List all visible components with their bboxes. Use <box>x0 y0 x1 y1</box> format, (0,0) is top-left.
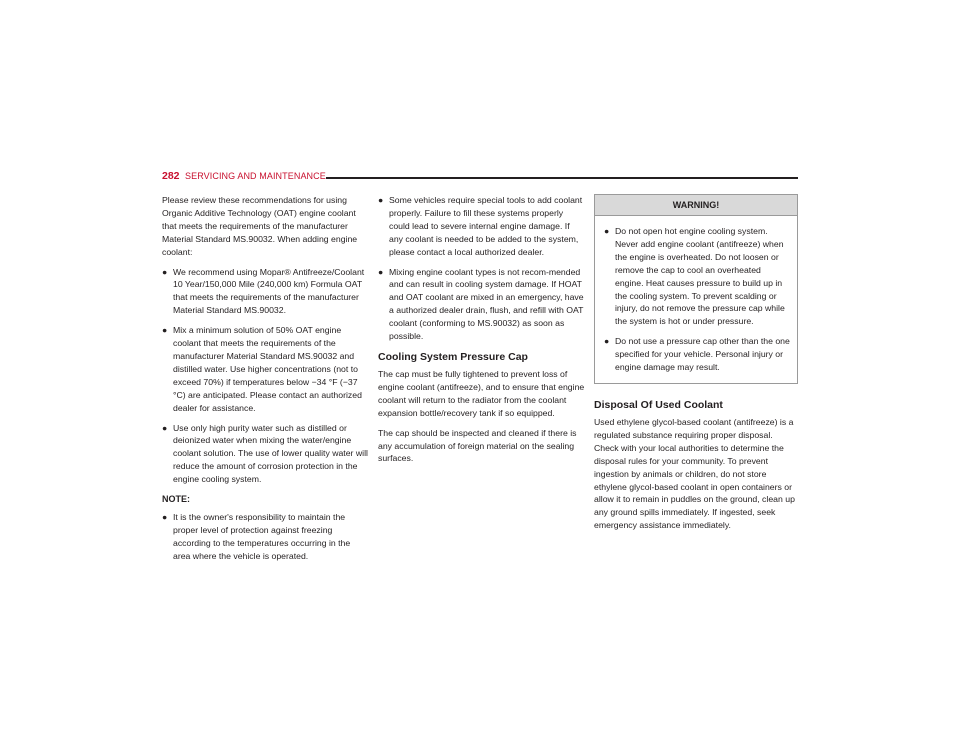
coolant-warnings-list <box>378 194 586 343</box>
page-header <box>162 170 798 186</box>
bullet-icon: ● <box>604 226 610 236</box>
list-item-text: Do not use a pressure cap other than the one specified for your vehicle. Personal injury or engine damage may result. <box>615 336 790 373</box>
warning-body <box>595 216 797 383</box>
paragraph: The cap must be fully tightened to prevent loss of engine coolant (antifreeze), and to ensure that engine coolant will return to the radiator from the coolant expansion bottle/recovery tank if so equipped. <box>378 368 585 418</box>
section-title: SERVICING AND MAINTENANCE <box>185 171 326 181</box>
paragraph: Used ethylene glycol-based coolant (antifreeze) is a regulated substance requiring proper disposal. Check with your local authorities to determine the disposal rules for your community. To prevent ingestion by animals or children, do not store ethylene glycol-based coolant in open containers or allow it to remain in puddles on the ground, clean up any ground spills immediately. If ingested, seek emergency assistance immediately. <box>594 416 795 531</box>
list-item <box>162 511 370 563</box>
column-2 <box>378 194 586 472</box>
list-item <box>162 324 370 414</box>
bullet-icon: ● <box>162 266 168 277</box>
list-item <box>162 422 370 487</box>
list-item <box>378 194 586 259</box>
bullet-icon: ● <box>162 325 168 336</box>
list-item <box>604 225 790 328</box>
list-item <box>604 335 790 374</box>
list-item-text: Some vehicles require special tools to add coolant properly. Failure to fill these systems properly could lead to severe internal engine damage. If any coolant is needed to be added to the system, please contact a local authorized dealer. <box>389 195 583 257</box>
paragraph: The cap should be inspected and cleaned if there is any accumulation of foreign material on the sealing surfaces. <box>378 427 577 464</box>
list-item-text: We recommend using Mopar® Antifreeze/Coolant 10 Year/150,000 Mile (240,000 km) Formula OAT that meets the requirements of the manufacturer Material Standard MS.90032. <box>173 266 365 316</box>
list-item-text: Do not open hot engine cooling system. Never add engine coolant (antifreeze) when the engine is overheated. Do not loosen or remove the cap to cool an overheated engine. Heat causes pressure to build up in the cooling system. To prevent scalding or injury, do not remove the pressure cap while the system is hot or under pressure. <box>615 226 785 327</box>
note-list <box>162 511 370 563</box>
column-1 <box>162 194 370 570</box>
list-item <box>378 266 586 343</box>
bullet-icon: ● <box>378 266 384 277</box>
section-heading-disposal: Disposal Of Used Coolant <box>594 398 723 411</box>
coolant-recommendations-list <box>162 266 370 487</box>
list-item-text: It is the owner's responsibility to maintain the proper level of protection against freezing according to the temperatures occurring in the area where the vehicle is operated. <box>173 511 351 561</box>
note-heading: NOTE: <box>162 494 190 505</box>
bullet-icon: ● <box>162 511 168 522</box>
warning-box <box>594 194 798 384</box>
intro-paragraph: Please review these recommendations for using Organic Additive Technology (OAT) engine coolant that meets the requirements of the manufacturer Material Standard MS.90032. When adding engine coolant: <box>162 195 358 257</box>
page-number: 282 <box>162 170 180 182</box>
section-heading-pressure-cap: Cooling System Pressure Cap <box>378 350 528 363</box>
list-item-text: Mix a minimum solution of 50% OAT engine coolant that meets the requirements of the manufacturer Material Standard MS.90032 and distilled water. Use higher concentrations (not to exceed 70%) if temperatures below −34 °F (−37 °C) are anticipated. Please contact an authorized dealer for assistance. <box>173 325 362 413</box>
bullet-icon: ● <box>162 422 168 433</box>
list-item-text: Mixing engine coolant types is not recom-mended and can result in cooling system damage. If HOAT and OAT coolant are mixed in an emergency, have a authorized dealer drain, flush, and refill with OAT coolant (conforming to MS.90032) as soon as possible. <box>389 266 584 342</box>
warning-title: WARNING! <box>595 195 797 216</box>
warning-list <box>604 225 790 374</box>
bullet-icon: ● <box>378 195 384 205</box>
list-item-text: Use only high purity water such as distilled or deionized water when mixing the water/engine coolant solution. The use of lower quality water will reduce the amount of corrosion protection in the engine cooling system. <box>173 422 368 485</box>
list-item <box>162 266 370 318</box>
bullet-icon: ● <box>604 336 610 347</box>
column-3 <box>594 194 798 539</box>
header-rule <box>326 177 798 179</box>
